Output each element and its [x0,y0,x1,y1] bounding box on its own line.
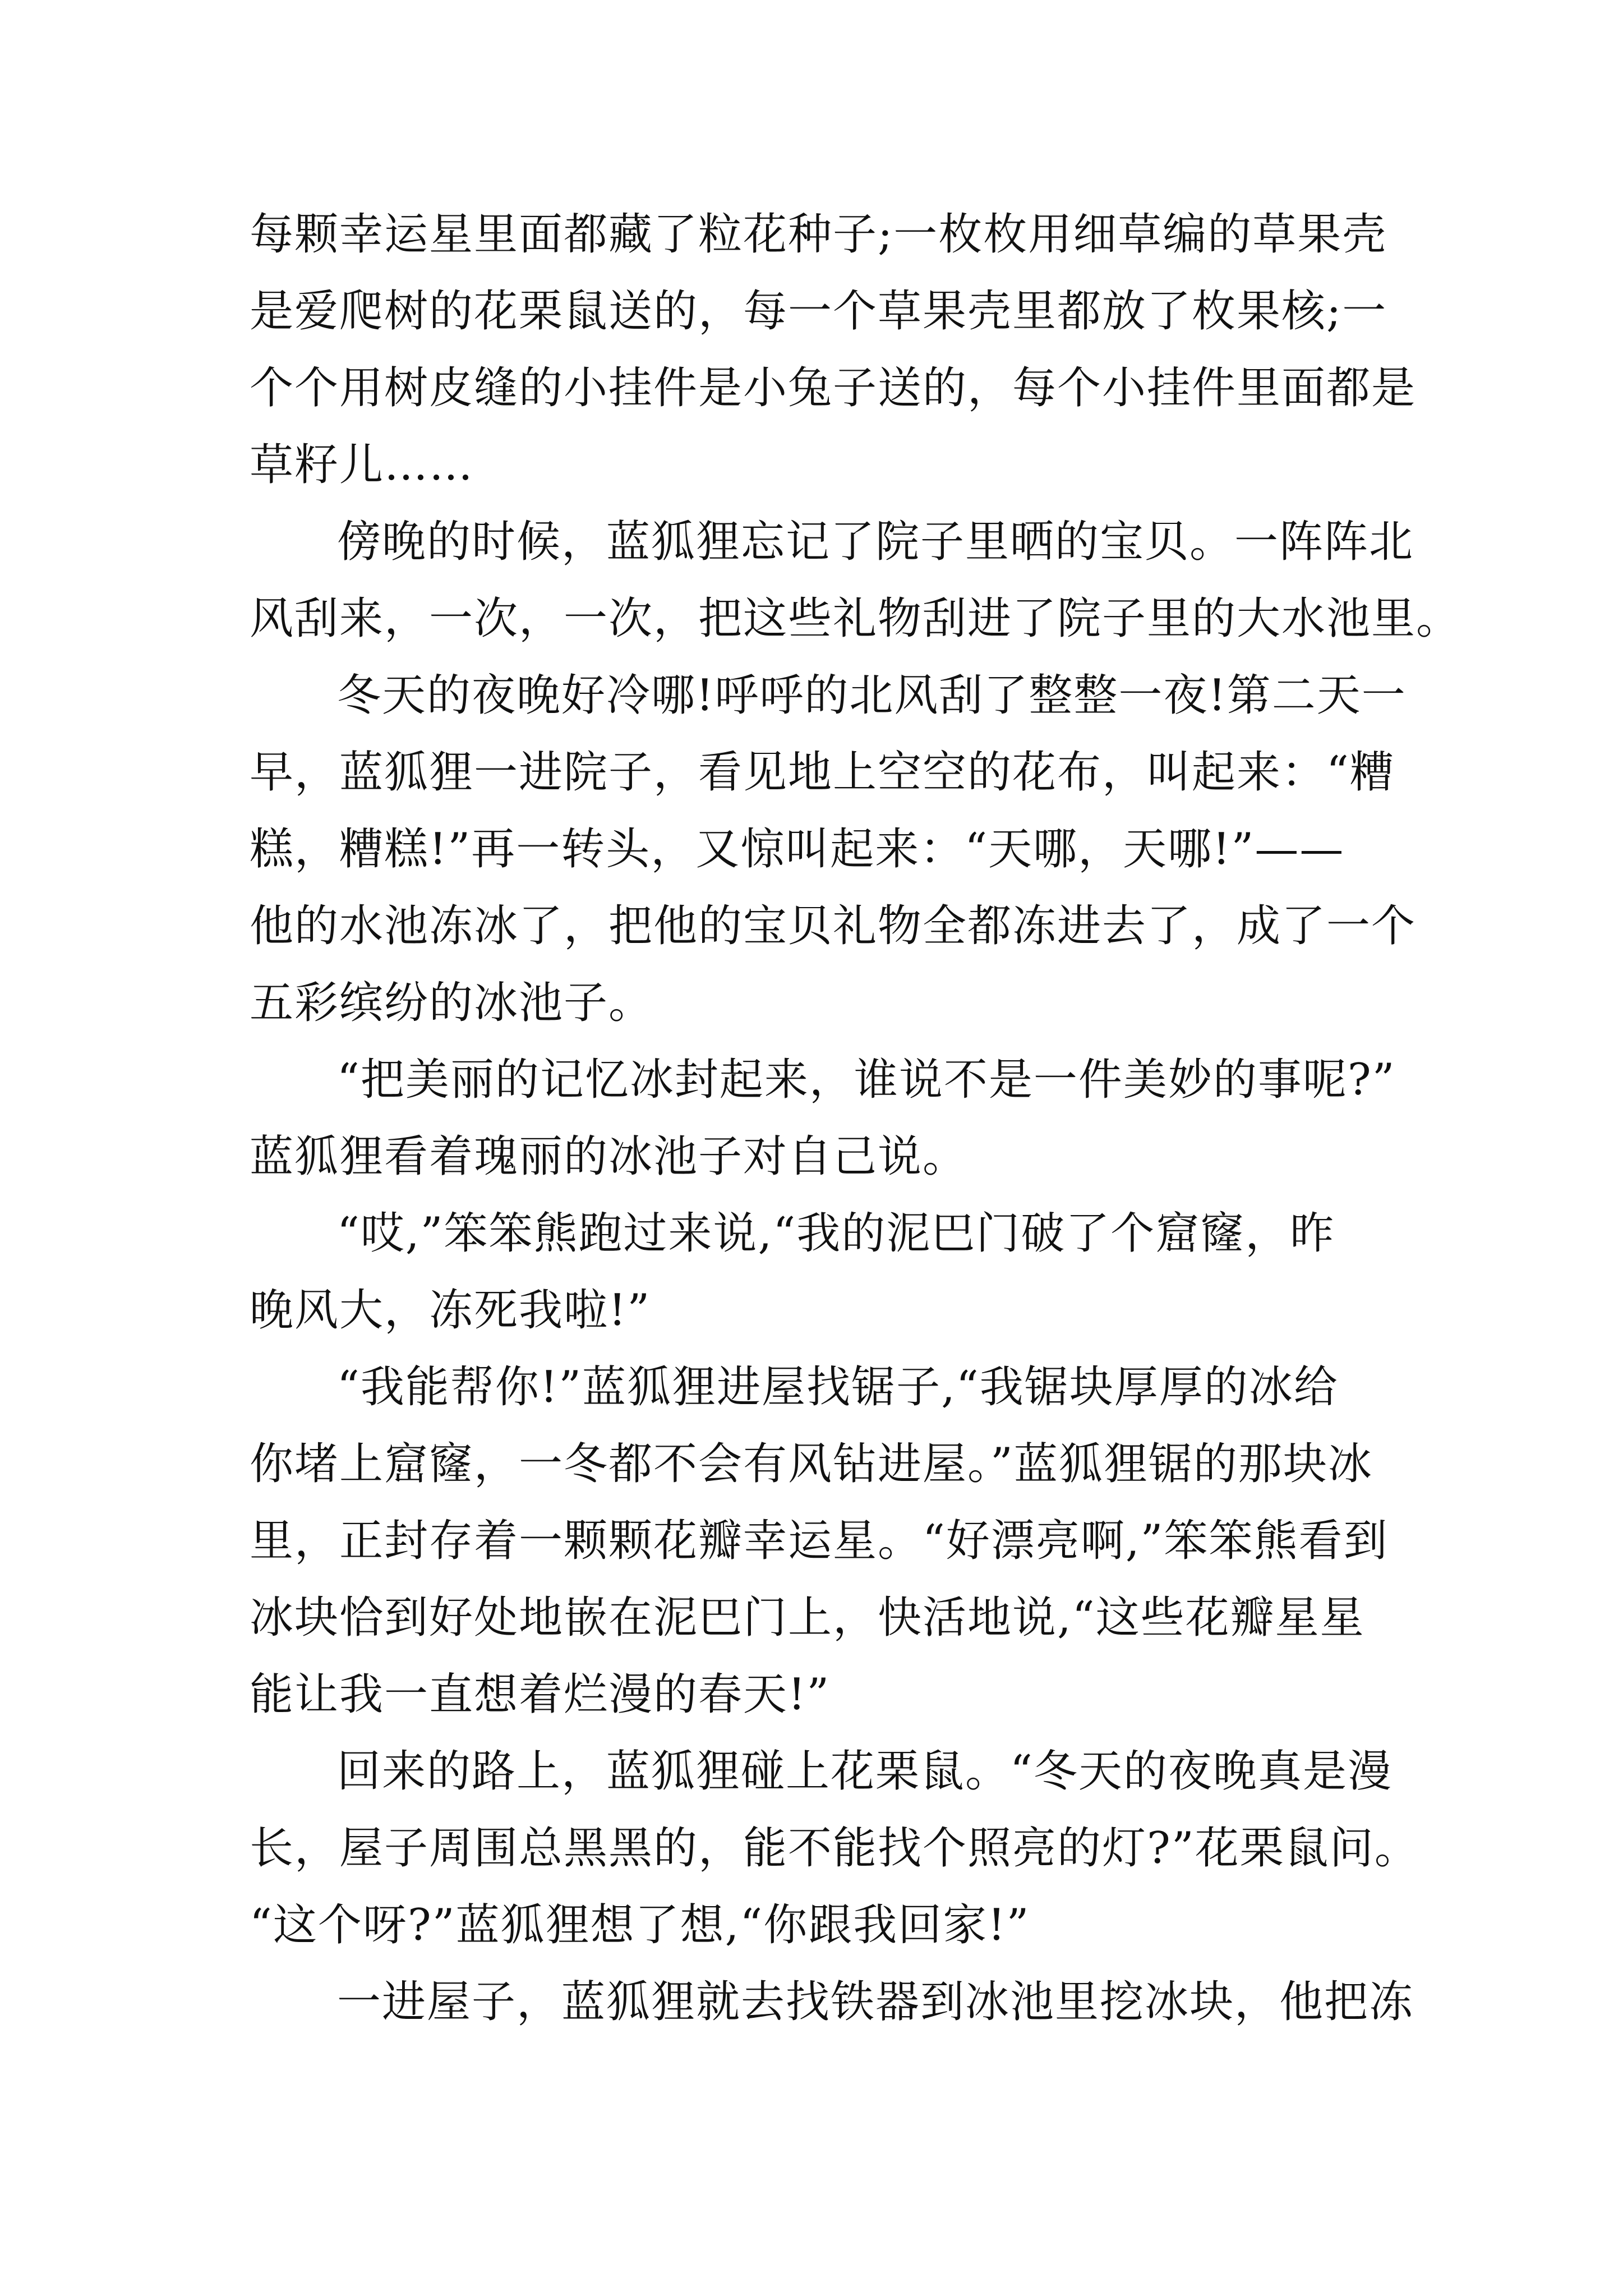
text-line: 五彩缤纷的冰池子。 [250,978,654,1028]
text-line: 蓝狐狸看着瑰丽的冰池子对自己说。 [250,1131,968,1182]
text-line: 能让我一直想着烂漫的春天!” [250,1669,831,1720]
paragraph-start-line: “哎,”笨笨熊跑过来说,“我的泥巴门破了个窟窿，昨 [337,1208,1335,1259]
text-line: 晚风大，冻死我啦!” [250,1285,651,1336]
body-text [250,196,1461,2041]
paragraph-start-line: “把美丽的记忆冰封起来，谁说不是一件美妙的事呢?” [337,1055,1396,1105]
text-line: 是爱爬树的花栗鼠送的，每一个草果壳里都放了枚果核;一 [250,286,1387,337]
text-line: 长，屋子周围总黑黑的，能不能找个照亮的灯?”花栗鼠问。 [250,1823,1419,1874]
text-line: 里，正封存着一颗颗花瓣幸运星。“好漂亮啊,”笨笨熊看到 [250,1516,1389,1566]
paragraph-start-line: 回来的路上，蓝狐狸碰上花栗鼠。“冬天的夜晚真是漫 [337,1746,1393,1797]
text-line: 冰块恰到好处地嵌在泥巴门上，快活地说,“这些花瓣星星 [250,1593,1365,1643]
paragraph-start-line: 一进屋子，蓝狐狸就去找铁器到冰池里挖冰块，他把冻 [337,1977,1414,2027]
paragraph-start-line: 冬天的夜晚好冷哪!呼呼的北风刮了整整一夜!第二天一 [337,670,1407,721]
paragraph-start-line: “我能帮你!”蓝狐狸进屋找锯子,“我锯块厚厚的冰给 [337,1362,1339,1412]
text-line: 糕，糟糕!”再一转头，又惊叫起来：“天哪，天哪!”—— [250,824,1345,875]
text-line: 你堵上窟窿，一冬都不会有风钻进屋。”蓝狐狸锯的那块冰 [250,1439,1373,1489]
text-line: “这个呀?”蓝狐狸想了想,“你跟我回家!” [250,1900,1030,1950]
text-line: 个个用树皮缝的小挂件是小兔子送的，每个小挂件里面都是 [250,363,1417,413]
text-line: 早，蓝狐狸一进院子，看见地上空空的花布，叫起来：“糟 [250,747,1395,798]
text-line: 草籽儿…… [250,440,474,490]
text-line: 他的水池冻冰了，把他的宝贝礼物全都冻进去了，成了一个 [250,901,1417,951]
text-line: 每颗幸运星里面都藏了粒花种子;一枚枚用细草编的草果壳 [250,209,1387,260]
paragraph-start-line: 傍晚的时候，蓝狐狸忘记了院子里晒的宝贝。一阵阵北 [337,517,1414,567]
text-line: 风刮来，一次，一次，把这些礼物刮进了院子里的大水池里。 [250,593,1461,644]
